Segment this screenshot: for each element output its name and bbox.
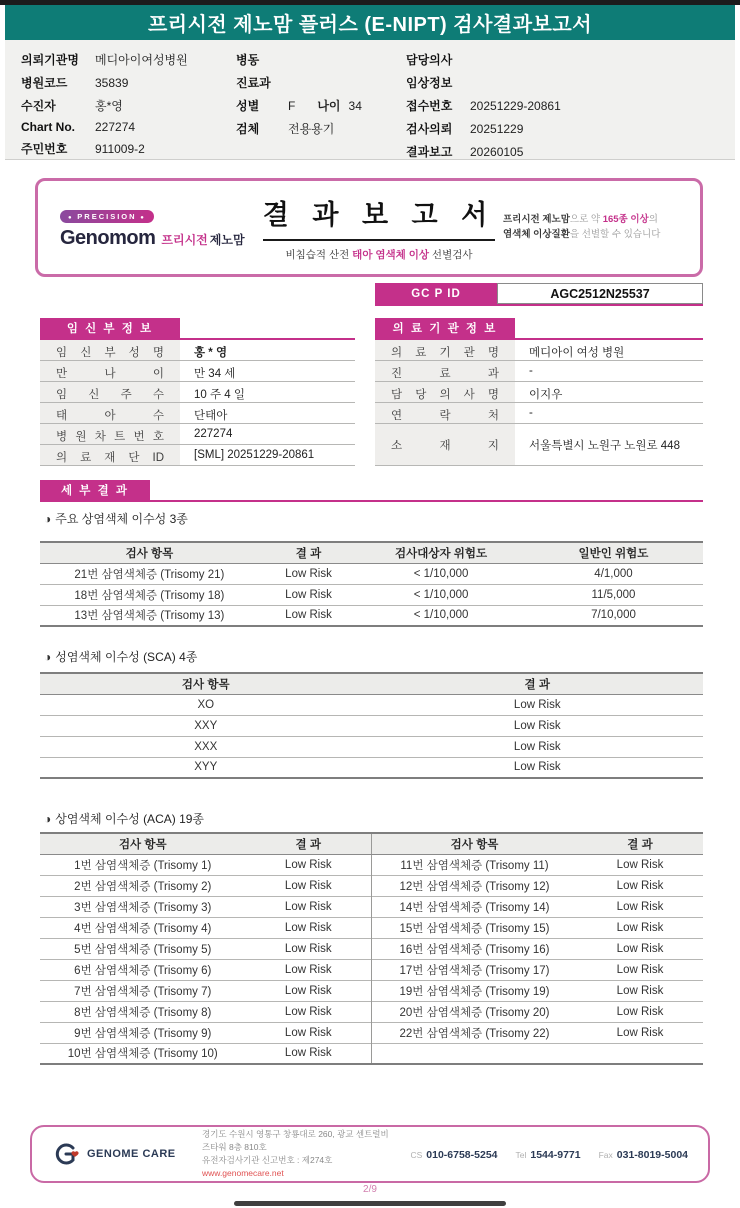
gestation-weeks-row: 임 신 주 수 10 주 4 일	[40, 382, 355, 403]
brand-kr-genomom: 제노맘	[209, 232, 245, 247]
genome-care-logo	[52, 1141, 202, 1167]
field-receipt-no: 접수번호 20251229-20861	[406, 99, 561, 113]
field-examinee: 수진자 홍*영	[21, 99, 123, 113]
field-result-report-date: 결과보고 20260105	[406, 145, 524, 159]
field-sex-age: 성별 F 나이 34	[236, 99, 362, 113]
clinic-info-table	[375, 318, 703, 466]
col-result: 결 과	[372, 673, 704, 694]
col-test-item: 검사 항목	[40, 673, 372, 694]
website-link[interactable]: www.genomecare.net	[202, 1168, 284, 1179]
sca-heading: ◑ 성염색체 이수성 (SCA) 4종	[44, 650, 198, 664]
genome-care-name: GENOME CARE	[87, 1148, 176, 1160]
brand-name: Genomom	[60, 226, 156, 249]
gc-p-id-row	[375, 283, 703, 306]
field-requesting-org: 의뢰기관명 메디아이여성병원	[21, 53, 188, 67]
aca-heading: ◑ 상염색체 이수성 (ACA) 19종	[44, 812, 205, 826]
main-autosome-heading: ◑ 주요 상염색체 이수성 3종	[44, 512, 188, 526]
clinic-department-row: 진 료 과 -	[375, 361, 703, 382]
address-line-2: 유전자검사기관 신고번호 : 제274호	[202, 1155, 333, 1165]
mother-info-table	[40, 318, 355, 466]
report-card-tagline: 프리시전 제노맘으로 약 165종 이상의 염색체 이상질환을 선별할 수 있습니다	[503, 213, 661, 240]
clinic-address-row: 소 재 지 서울특별시 노원구 노원로 448	[375, 424, 703, 466]
field-chart-no: Chart No. 227274	[21, 120, 136, 134]
footer-contacts	[392, 1145, 688, 1163]
aca-table	[40, 832, 703, 1065]
field-resident-no: 주민번호 911009-2	[21, 142, 145, 156]
details-title-chip: 세 부 결 과	[40, 480, 150, 500]
col-test-item: 검사 항목	[40, 833, 246, 854]
brand-kr-precision: 프리시전	[161, 232, 208, 247]
table-row: 7번 삼염색체증 (Trisomy 7) Low Risk 19번 삼염색체증 (Trisomy 19) Low Risk	[40, 980, 703, 1001]
table-row: XO Low Risk	[197, 698, 561, 711]
hospital-chart-no-row: 병 원 차 트 번 호 227274	[40, 424, 355, 445]
result-report-card	[35, 178, 703, 277]
table-row: 2번 삼염색체증 (Trisomy 2) Low Risk 12번 삼염색체증 (Trisomy 12) Low Risk	[40, 875, 703, 896]
precision-badge: ● PRECISION ●	[60, 210, 154, 223]
report-card-subtitle: 비침습적 산전 태아 염색체 이상 선별검사	[285, 249, 473, 261]
clinic-doctor-row: 담 당 의 사 명 이지우	[375, 382, 703, 403]
gc-p-id-label: GC P ID	[375, 283, 497, 304]
fax-contact: Fax 031-8019-5004	[598, 1149, 688, 1161]
half-circle-bullet-icon: ◑	[44, 650, 52, 664]
patient-header	[5, 40, 735, 160]
table-row: 10번 삼염색체증 (Trisomy 10) Low Risk	[40, 1043, 703, 1064]
page-number: 2/9	[363, 1184, 377, 1195]
info-tables	[40, 318, 703, 466]
details-section-header	[40, 480, 703, 502]
field-clinical-info: 임상정보	[406, 76, 453, 90]
table-row: 6번 삼염색체증 (Trisomy 6) Low Risk 17번 삼염색체증 (Trisomy 17) Low Risk	[40, 959, 703, 980]
cs-contact: CS 010-6758-5254	[410, 1149, 498, 1161]
page-title: 프리시전 제노맘 플러스 (E-NIPT) 검사결과보고서	[147, 14, 593, 36]
clinic-name-row: 의 료 기 관 명 메디아이 여성 병원	[375, 340, 703, 361]
col-result: 결 과	[246, 833, 372, 854]
main-autosome-table	[40, 541, 703, 627]
gc-monogram-icon	[52, 1141, 82, 1167]
table-row: XYY Low Risk	[40, 757, 703, 778]
col-result: 결 과	[259, 542, 358, 563]
patient-header-col3	[406, 51, 735, 159]
field-specimen: 검체 전용용기	[236, 122, 335, 136]
col-population-risk: 일반인 위험도	[524, 542, 703, 563]
half-circle-bullet-icon: ◑	[44, 812, 52, 826]
address-line-1: 경기도 수원시 영통구 창룡대로 260, 광교 센트럴비즈타워 8층 810호	[202, 1128, 389, 1152]
field-department: 진료과	[236, 76, 271, 90]
table-row: 13번 삼염색체증 (Trisomy 13) Low Risk < 1/10,000 7/10,000	[40, 605, 703, 626]
fetus-count-row: 태 아 수 단태아	[40, 403, 355, 424]
genomom-logo	[60, 206, 255, 250]
table-row: 8번 삼염색체증 (Trisomy 8) Low Risk 20번 삼염색체증 (Trisomy 20) Low Risk	[40, 1001, 703, 1022]
field-ward: 병동	[236, 53, 260, 67]
clinic-info-title: 의 료 기 관 정 보	[375, 318, 515, 338]
gc-p-id-value: AGC2512N25537	[497, 283, 703, 304]
table-row: 21번 삼염색체증 (Trisomy 21) Low Risk < 1/10,000 4/1,000	[74, 567, 633, 581]
table-row: XXX Low Risk	[40, 736, 703, 757]
half-circle-bullet-icon: ◑	[44, 512, 52, 526]
table-row: 4번 삼염색체증 (Trisomy 4) Low Risk 15번 삼염색체증 (Trisomy 15) Low Risk	[40, 917, 703, 938]
table-row: 3번 삼염색체증 (Trisomy 3) Low Risk 14번 삼염색체증 (Trisomy 14) Low Risk	[40, 896, 703, 917]
medical-foundation-id-row: 의 료 재 단 ID [SML] 20251229-20861	[40, 445, 355, 466]
clinic-contact-row: 연 락 처 -	[375, 403, 703, 424]
patient-header-col1	[21, 51, 236, 159]
field-test-request-date: 검사의뢰 20251229	[406, 122, 524, 136]
col-result: 결 과	[577, 833, 703, 854]
table-row: 18번 삼염색체증 (Trisomy 18) Low Risk < 1/10,000 11/5,000	[40, 584, 703, 605]
sca-table	[40, 672, 703, 779]
field-doctor: 담당의사	[406, 53, 453, 67]
col-test-item: 검사 항목	[371, 833, 577, 854]
col-subject-risk: 검사대상자 위험도	[358, 542, 524, 563]
footer	[30, 1125, 710, 1183]
report-card-title: 결 과 보 고 서	[263, 193, 495, 241]
footer-address	[202, 1128, 392, 1181]
report-card-title-block	[255, 193, 503, 262]
mother-info-title: 임 신 부 정 보	[40, 318, 180, 338]
table-row: 9번 삼염색체증 (Trisomy 9) Low Risk 22번 삼염색체증 (Trisomy 22) Low Risk	[40, 1022, 703, 1043]
mother-name-row: 임 신 부 성 명 홍 * 영	[40, 340, 355, 361]
table-row: XXY Low Risk	[40, 715, 703, 736]
tel-contact: Tel 1544-9771	[515, 1149, 581, 1161]
age-label: 나이	[317, 99, 341, 113]
patient-header-col2	[236, 51, 406, 159]
bottom-handle-bar	[234, 1201, 506, 1206]
report-title-bar	[5, 5, 735, 40]
field-hospital-code: 병원코드 35839	[21, 76, 129, 90]
table-row: 5번 삼염색체증 (Trisomy 5) Low Risk 16번 삼염색체증 (Trisomy 16) Low Risk	[40, 938, 703, 959]
col-test-item: 검사 항목	[40, 542, 259, 563]
table-row: 1번 삼염색체증 (Trisomy 1) Low Risk 11번 삼염색체증 (Trisomy 11) Low Risk	[40, 854, 703, 875]
mother-age-row: 만 나 이 만 34 세	[40, 361, 355, 382]
